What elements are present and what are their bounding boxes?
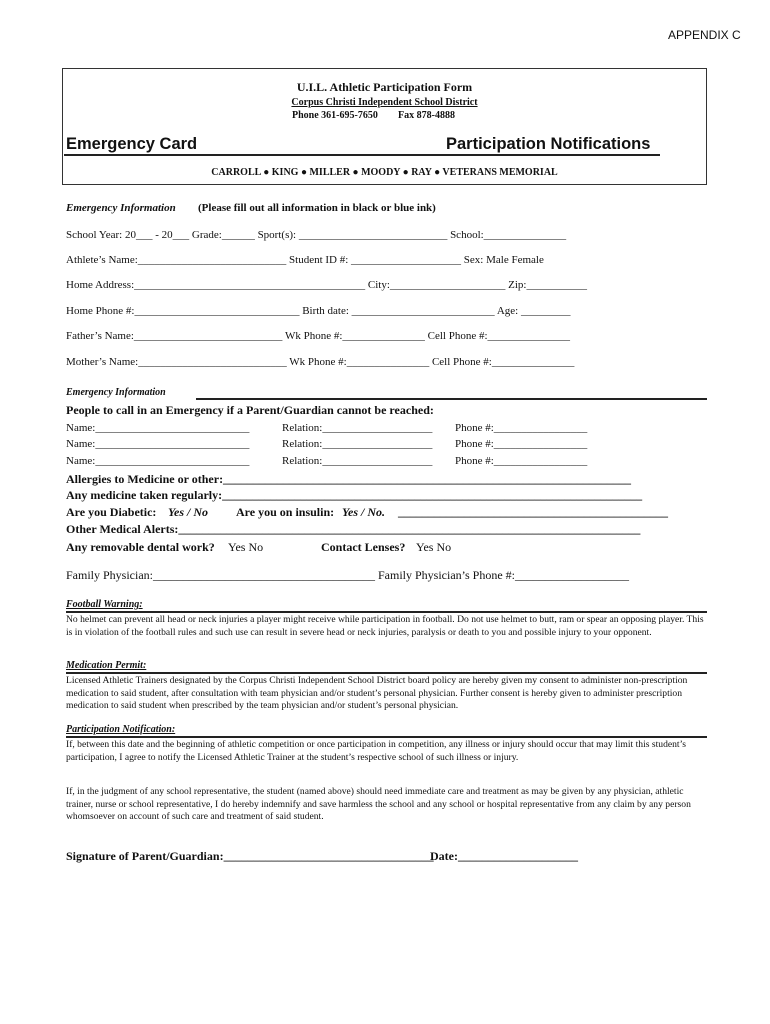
contact-relation-2[interactable]: Relation:____________________ <box>282 438 433 450</box>
insulin-line[interactable]: _____________________________________________ <box>398 505 668 519</box>
appendix-label: APPENDIX C <box>668 28 741 42</box>
insulin-options[interactable]: Yes / No. <box>342 505 385 519</box>
district-name: Corpus Christi Independent School District <box>291 97 478 108</box>
participation-title: Participation Notification: <box>66 724 176 735</box>
physician-row[interactable]: Family Physician:_____________________________________ Family Physician’s Phone #:___________________ <box>66 568 630 582</box>
signature-date-field[interactable]: Date:____________________ <box>430 849 578 863</box>
contact-phone-3[interactable]: Phone #:_________________ <box>455 455 588 467</box>
dental-options[interactable]: Yes No <box>228 540 264 554</box>
home-phone-row[interactable]: Home Phone #:______________________________ Birth date: __________________________ Age: _________ <box>66 305 571 317</box>
contact-name-2[interactable]: Name:____________________________ <box>66 438 250 450</box>
contact-relation-1[interactable]: Relation:____________________ <box>282 422 433 434</box>
participation-text-2: If, in the judgment of any school representative, the student (named above) should need immediate care and treatment as may be given by any physician, athletic trainer, nurse or school representative, I do hereby indemnify and save harmless the school and any school or hospital representative from any claim by any person whomsoever on account of such care and treatment of said student. <box>66 786 691 823</box>
district-fax: Fax 878-4888 <box>398 110 455 121</box>
insulin-label: Are you on insulin: <box>236 505 335 519</box>
contact-name-3[interactable]: Name:____________________________ <box>66 455 250 467</box>
emergency-info-heading: Emergency Information <box>66 202 176 214</box>
athlete-name-row[interactable]: Athlete’s Name:___________________________ Student ID #: ____________________ Sex: Male Female <box>66 254 544 266</box>
guardian-signature-field[interactable]: Signature of Parent/Guardian:___________________________________ <box>66 849 434 863</box>
school-year-row[interactable]: School Year: 20___ - 20___ Grade:______ Sport(s): ___________________________ School:_______________ <box>66 229 567 241</box>
header-rule <box>64 154 660 156</box>
participation-text-1: If, between this date and the beginning of athletic competition or once participation in competition, any illness or injury should occur that may limit this student’s participation, I agree to notify the Licensed Athletic Trainer at the student’s respective school of such illness or injury. <box>66 739 686 763</box>
football-title: Football Warning: <box>66 599 143 610</box>
lenses-options[interactable]: Yes No <box>416 540 452 554</box>
football-text: No helmet can prevent all head or neck injuries a player might receive while participation in football. Do not use helmet to butt, ram or spear an opposing player. This is in violation of the football rules and such use can result in severe head or neck injuries, paralysis or death to you and possible injury to your opponent. <box>66 614 704 638</box>
participation-rule <box>66 736 707 738</box>
medication-text: Licensed Athletic Trainers designated by the Corpus Christi Independent School District board policy are hereby given my consent to administer non-prescription medication to said student, after consultation with team physician and/or student’s personal physician. Further consent is hereby given to administer prescription medication to said student when prescribed by the team physician and/or student’s personal physician. <box>66 675 688 712</box>
medical-alerts-field[interactable]: Other Medical Alerts:_____________________________________________________________________________ <box>66 522 641 536</box>
medication-title: Medication Permit: <box>66 660 147 671</box>
contact-relation-3[interactable]: Relation:____________________ <box>282 455 433 467</box>
contact-name-1[interactable]: Name:____________________________ <box>66 422 250 434</box>
medication-rule <box>66 672 707 674</box>
lenses-label: Contact Lenses? <box>321 540 406 554</box>
father-row[interactable]: Father’s Name:___________________________ Wk Phone #:_______________ Cell Phone #:_______________ <box>66 330 571 342</box>
contacts-subheading: People to call in an Emergency if a Parent/Guardian cannot be reached: <box>66 403 434 417</box>
district-phone: Phone 361-695-7650 <box>292 110 378 121</box>
participation-notifications-title: Participation Notifications <box>446 135 651 153</box>
form-title: U.I.L. Athletic Participation Form <box>296 80 473 94</box>
school-list: CARROLL ● KING ● MILLER ● MOODY ● RAY ● VETERANS MEMORIAL <box>211 167 558 178</box>
contacts-rule <box>196 398 707 400</box>
medicine-field[interactable]: Any medicine taken regularly:______________________________________________________________________ <box>66 488 643 502</box>
contacts-heading: Emergency Information <box>66 387 166 398</box>
allergies-field[interactable]: Allergies to Medicine or other:____________________________________________________________________ <box>66 472 632 486</box>
football-rule <box>66 611 707 613</box>
ink-instruction: (Please fill out all information in black or blue ink) <box>198 202 436 214</box>
dental-label: Any removable dental work? <box>66 540 215 554</box>
mother-row[interactable]: Mother’s Name:___________________________ Wk Phone #:_______________ Cell Phone #:_______________ <box>66 356 575 368</box>
emergency-card-title: Emergency Card <box>66 135 198 153</box>
contact-phone-2[interactable]: Phone #:_________________ <box>455 438 588 450</box>
diabetic-label: Are you Diabetic: <box>66 505 157 519</box>
contact-phone-1[interactable]: Phone #:_________________ <box>455 422 588 434</box>
home-address-row[interactable]: Home Address:__________________________________________ City:_____________________ Zip:___________ <box>66 279 587 291</box>
diabetic-options[interactable]: Yes / No <box>168 505 208 519</box>
